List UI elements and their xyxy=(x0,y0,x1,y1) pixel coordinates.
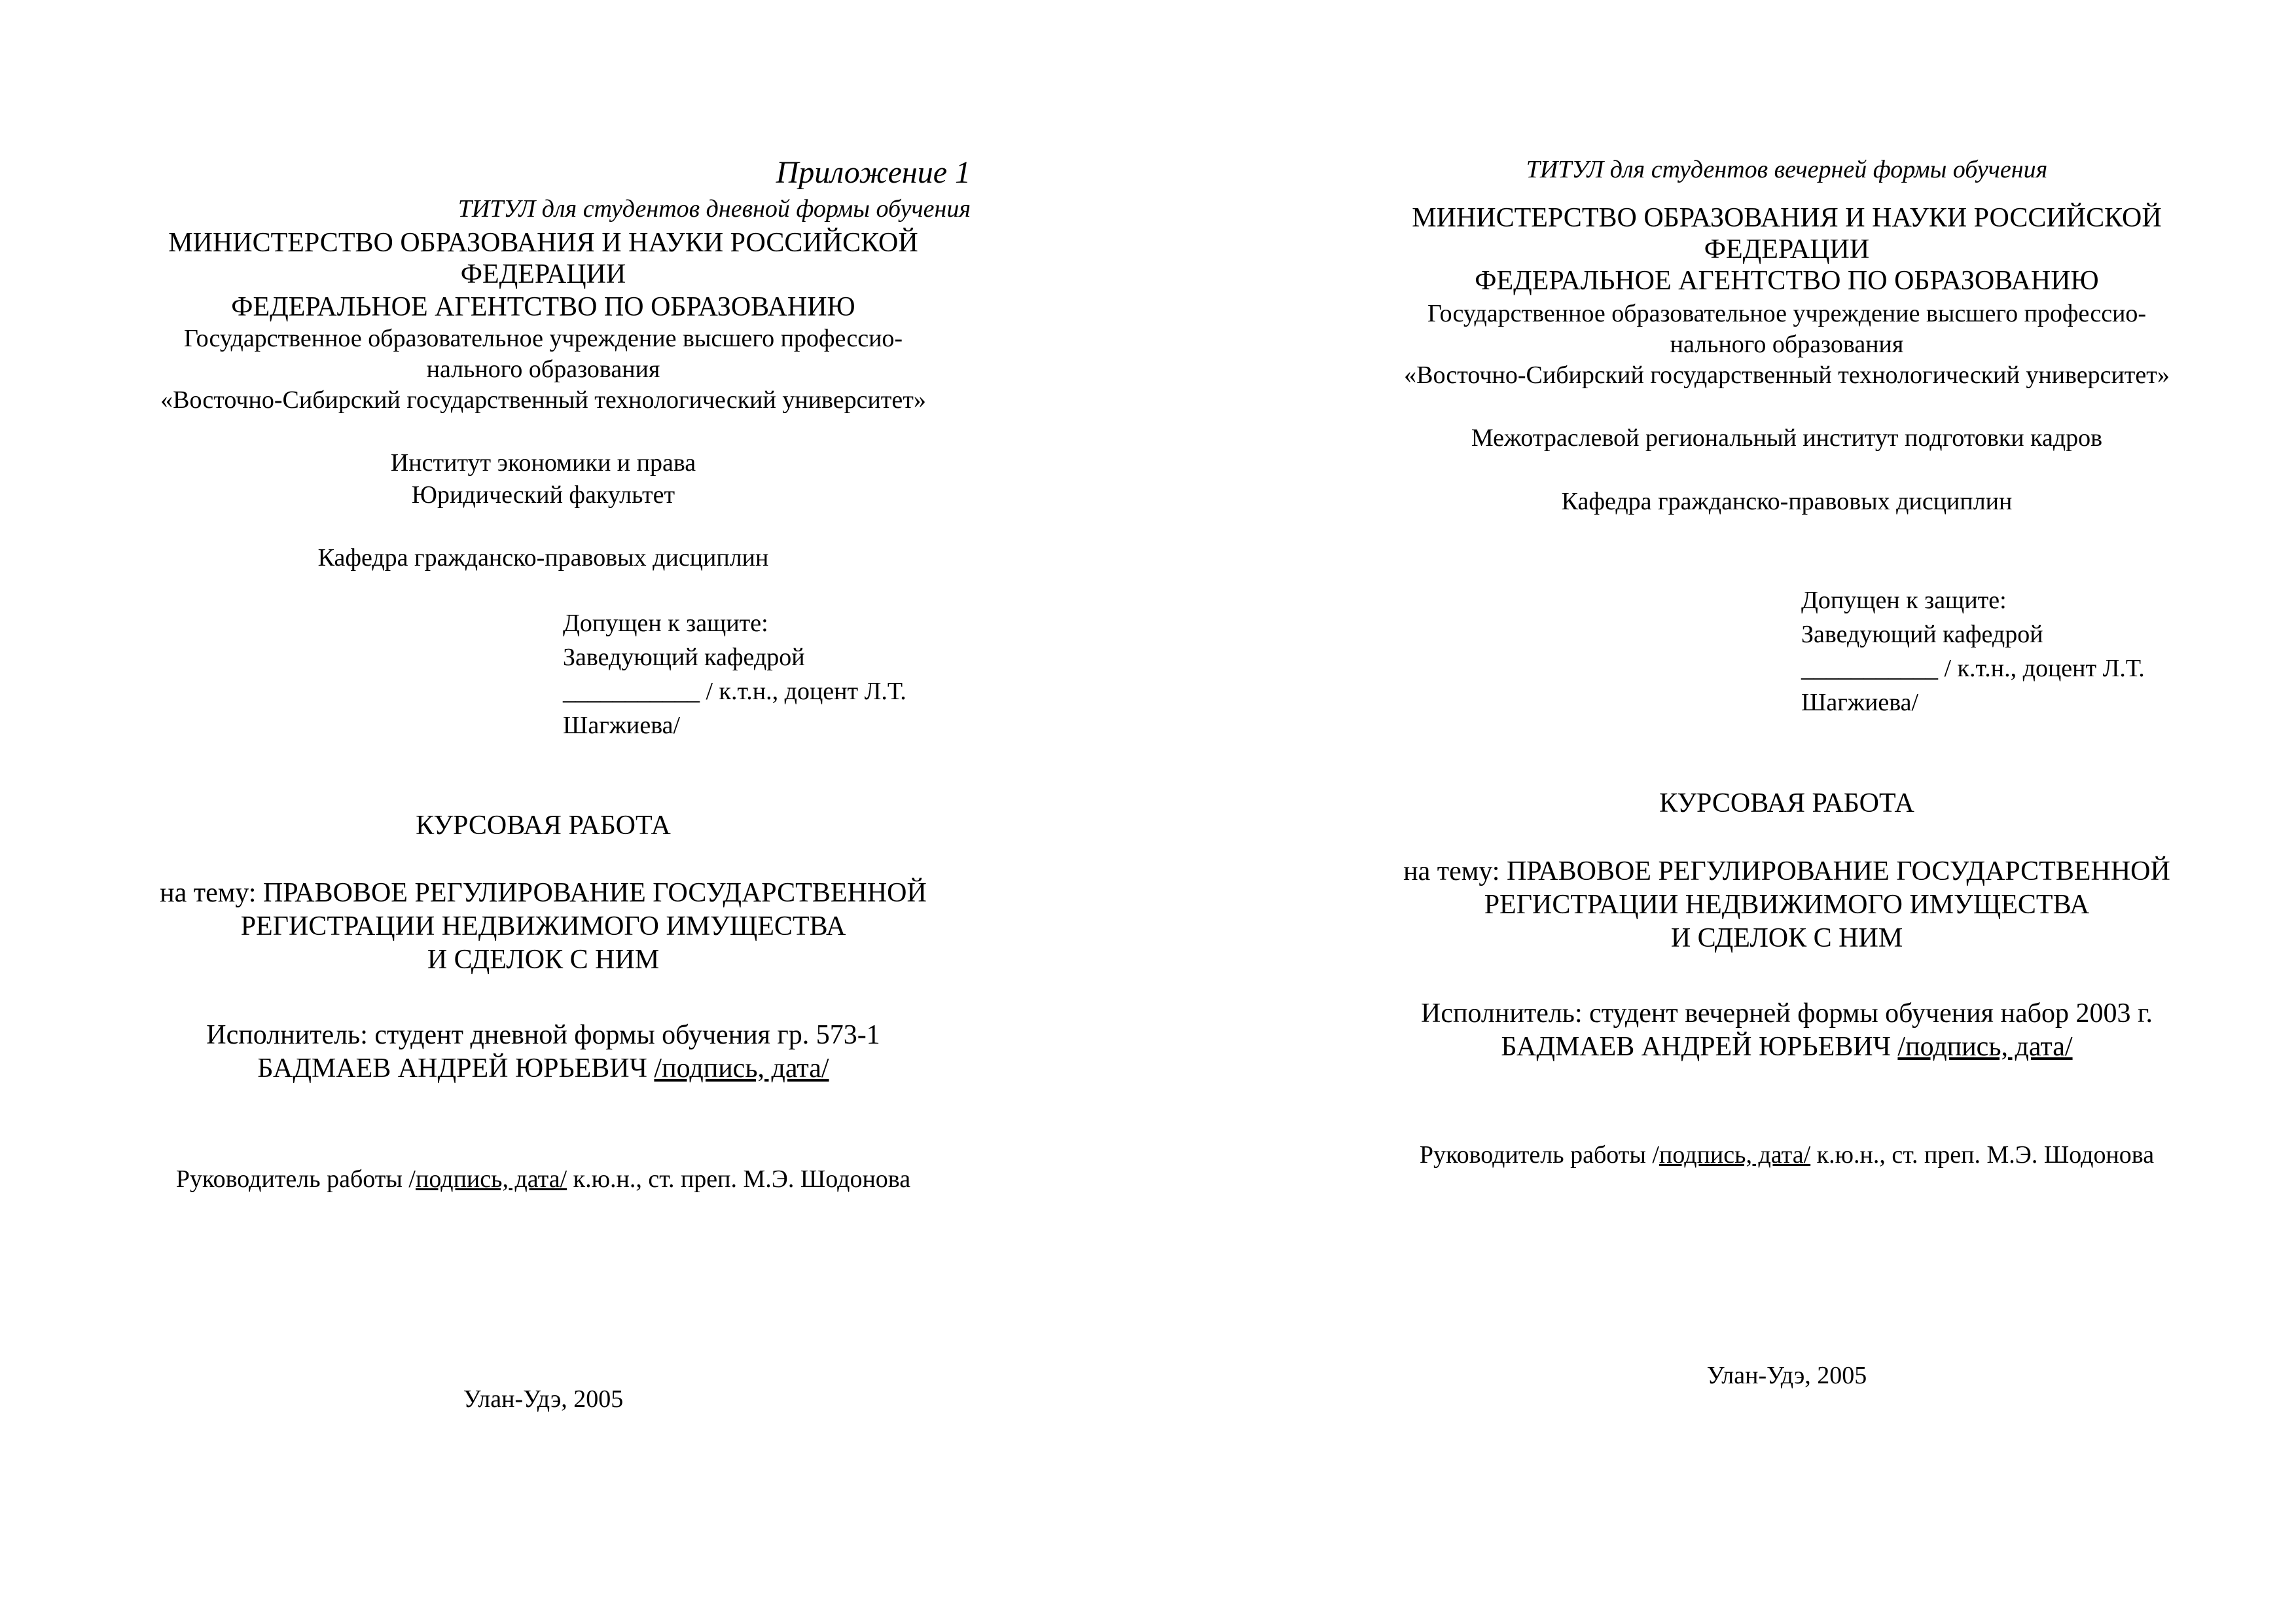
institute-name: Институт экономики и права xyxy=(390,449,696,477)
admission-line-2: Заведующий кафедрой xyxy=(563,644,805,671)
executor-name: БАДМАЕВ АНДРЕЙ ЮРЬЕВИЧ xyxy=(1501,1032,1898,1062)
institution-line-2: нального образования xyxy=(1670,331,1904,358)
supervisor-name: к.ю.н., ст. преп. М.Э. Шодонова xyxy=(567,1165,911,1193)
city-year: Улан-Удэ, 2005 xyxy=(463,1385,624,1413)
form-subtitle: ТИТУЛ для студентов дневной формы обучения xyxy=(457,195,971,223)
university-name: «Восточно-Сибирский государственный технологический университет» xyxy=(1404,361,2170,389)
topic-line-2: РЕГИСТРАЦИИ НЕДВИЖИМОГО ИМУЩЕСТВА xyxy=(240,911,846,941)
ministry-line-1: МИНИСТЕРСТВО ОБРАЗОВАНИЯ И НАУКИ РОССИЙСКОЙ xyxy=(1412,203,2162,233)
supervisor-line xyxy=(79,1167,1008,1192)
faculty-name: Юридический факультет xyxy=(411,481,675,509)
institution-line-2: нального образования xyxy=(426,356,660,383)
topic-line-3: И СДЕЛОК С НИМ xyxy=(427,945,660,975)
university-name: «Восточно-Сибирский государственный технологический университет» xyxy=(160,386,926,414)
topic-line-1: на тему: ПРАВОВОЕ РЕГУЛИРОВАНИЕ ГОСУДАРСТВЕННОЙ xyxy=(1403,856,2170,886)
institute-name: Межотраслевой региональный институт подготовки кадров xyxy=(1471,424,2103,452)
executor-name-line xyxy=(1309,1033,2265,1061)
supervisor-signature-placeholder: подпись, дата/ xyxy=(416,1165,567,1193)
appendix-label: Приложение 1 xyxy=(776,155,971,190)
agency-name: ФЕДЕРАЛЬНОЕ АГЕНТСТВО ПО ОБРАЗОВАНИЮ xyxy=(231,292,855,322)
institution-line-1: Государственное образовательное учреждение высшего профессио- xyxy=(1427,300,2147,327)
executor-signature-placeholder: /подпись, дата/ xyxy=(654,1053,829,1084)
executor-signature-placeholder: /подпись, дата/ xyxy=(1897,1032,2073,1062)
ministry-line-2: ФЕДЕРАЦИИ xyxy=(1704,234,1870,264)
topic-line-1: на тему: ПРАВОВОЕ РЕГУЛИРОВАНИЕ ГОСУДАРСТВЕННОЙ xyxy=(160,878,927,908)
admission-line-2: Заведующий кафедрой xyxy=(1801,621,2043,648)
admission-line-4: Шагжиева/ xyxy=(1801,689,1919,716)
form-subtitle: ТИТУЛ для студентов вечерней формы обучения xyxy=(1526,156,2048,183)
city-year: Улан-Удэ, 2005 xyxy=(1706,1362,1867,1389)
work-type: КУРСОВАЯ РАБОТА xyxy=(1659,788,1914,818)
admission-line-4: Шагжиева/ xyxy=(563,712,681,739)
executor-name-line xyxy=(79,1055,1008,1082)
agency-name: ФЕДЕРАЛЬНОЕ АГЕНТСТВО ПО ОБРАЗОВАНИЮ xyxy=(1475,266,2099,296)
admission-signature-line: ___________ / к.т.н., доцент Л.Т. xyxy=(563,678,906,705)
supervisor-line xyxy=(1309,1142,2265,1167)
executor-line: Исполнитель: студент вечерней формы обучения набор 2003 г. xyxy=(1421,998,2153,1029)
department-name: Кафедра гражданско-правовых дисциплин xyxy=(317,544,769,572)
work-type: КУРСОВАЯ РАБОТА xyxy=(416,811,671,841)
department-name: Кафедра гражданско-правовых дисциплин xyxy=(1561,488,2013,515)
admission-line-1: Допущен к защите: xyxy=(563,610,768,637)
executor-line: Исполнитель: студент дневной формы обучения гр. 573-1 xyxy=(206,1020,880,1050)
supervisor-name: к.ю.н., ст. преп. М.Э. Шодонова xyxy=(1810,1141,2155,1169)
topic-line-2: РЕГИСТРАЦИИ НЕДВИЖИМОГО ИМУЩЕСТВА xyxy=(1484,890,2090,920)
topic-line-3: И СДЕЛОК С НИМ xyxy=(1670,923,1903,953)
supervisor-signature-placeholder: подпись, дата/ xyxy=(1659,1141,1811,1169)
institution-line-1: Государственное образовательное учреждение высшего профессио- xyxy=(183,325,903,352)
admission-line-1: Допущен к защите: xyxy=(1801,587,2007,614)
supervisor-prefix: Руководитель работы / xyxy=(1419,1141,1659,1169)
admission-signature-line: ___________ / к.т.н., доцент Л.Т. xyxy=(1801,655,2145,682)
ministry-line-2: ФЕДЕРАЦИИ xyxy=(460,259,626,289)
ministry-line-1: МИНИСТЕРСТВО ОБРАЗОВАНИЯ И НАУКИ РОССИЙСКОЙ xyxy=(168,228,918,258)
supervisor-prefix: Руководитель работы / xyxy=(175,1165,416,1193)
executor-name: БАДМАЕВ АНДРЕЙ ЮРЬЕВИЧ xyxy=(257,1053,655,1084)
